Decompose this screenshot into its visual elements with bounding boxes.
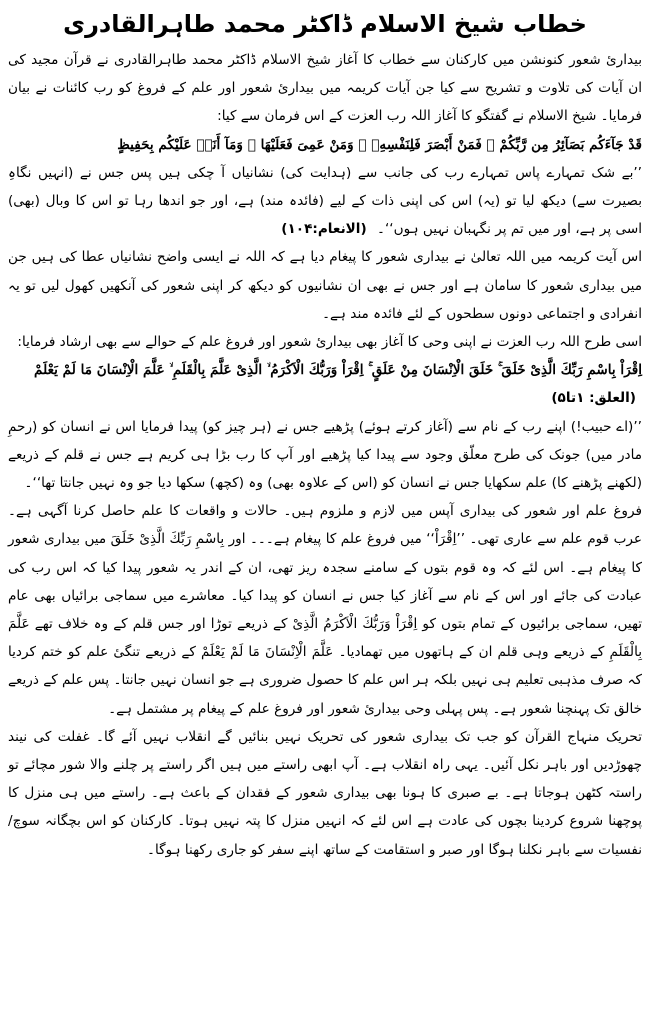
- verse-translation-anam: [8, 159, 642, 244]
- verse-text-alaq: اِقْرَاْ بِاسْمِ رَبِّكَ الَّذِىْ خَلَقَ ۚ خَلَقَ الْاِنْسَانَ مِنْ عَلَقٍ ۚ اِقْرَاْ وَرَبُّكَ الْاَكْرَمُ ۙ الَّذِىْ عَلَّمَ بِالْقَلَمِ ۙ عَلَّمَ الْاِنْسَانَ مَا لَمْ يَعْلَمْ: [34, 362, 642, 379]
- quran-verse-anam: قَدْ جَآءَكُم بَصَآئِرُ مِن رَّبِّكُمْ ۖ فَمَنْ أَبْصَرَ فَلِنَفْسِهِۦ ۖ وَمَنْ عَمِىَ فَعَلَيْهَا ۚ وَمَآ أَنَا۠ عَلَيْكُم بِحَفِيظٍ: [117, 136, 642, 153]
- intro-paragraph: بیداریٔ شعور کنونشن میں کارکنان سے خطاب کا آغاز شیخ الاسلام ڈاکٹر محمد طاہرالقادری نے قرآن مجید کی ان آیات کی تلاوت و تشریح سے کیا جن آیات کریمہ میں بیداریٔ شعور اور علم کے فروغ کو رب کائنات نے بیان فرمایا۔ شیخ الاسلام نے گفتگو کا آغاز اللہ رب العزت کے اس فرمان سے کیا:: [8, 52, 642, 125]
- verse-reference-alaq: (العلق: ۱تا۵): [551, 390, 636, 407]
- knowledge-awareness-paragraph: فروغ علم اور شعور کی بیداری آپس میں لازم و ملزوم ہیں۔ حالات و واقعات کا علم حاصل کرنا آگہی ہے۔ عرب قوم علم سے عاری تھی۔ ’’اِقْرَاْ‘‘ میں فروغ علم کا پیغام ہے۔۔۔ اور بِاسْمِ رَبِّكَ الَّذِىْ خَلَقَ میں بیداری شعور کا پیغام ہے۔ اس لئے کہ وہ قوم بتوں کے سامنے سجدہ ریز تھی، ان کے اندر یہ شعور پیدا کیا کہ اس رب کی عبادت کی جائے اور اس کے نام سے آغاز کیا جس نے انسان کو پیدا کیا۔ معاشرے میں سماجی برائیاں بھی عام تھیں، سماجی برائیوں کے تمام بتوں کو اِقْرَاْ وَرَبُّكَ الْاَكْرَمُ الَّذِىْ کے ذریعے توڑا اور جس قلم کے وہ خلاف تھے عَلَّمَ بِالْقَلَمِ کے ذریعے وہی قلم ان کے ہاتھوں میں تھمادیا۔ عَلَّمَ الْاِنْسَانَ مَا لَمْ يَعْلَمْ کے ذریعے تنگیٔ علم کو ختم کردیا کہ صرف مذہبی تعلیم ہی نہیں بلکہ ہر اس علم کا حصول ضروری ہے جو انسان نہیں جانتا۔ پس علم کے ذریعے خالق تک پہنچنا شعور ہے۔ پس پہلی وحی بیداریٔ شعور اور فروغ علم کے پیغام پر مشتمل ہے۔: [8, 503, 642, 717]
- translation-text: ’’بے شک تمہارے پاس تمہارے رب کی جانب سے (ہدایت کی) نشانیاں آ چکی ہیں پس جس نے (انہیں نگاہِ بصیرت سے) دیکھ لیا تو (یہ) اس کی اپنی ذات کے لیے (فائدہ مند) ہے، اور جو اندھا رہا تو اس کا وبال (بھی) اسی پر ہے، اور میں تم پر نگہبان نہیں ہوں‘‘۔: [8, 164, 642, 238]
- quran-verse-alaq: [8, 356, 642, 412]
- article-title: خطاب شیخ الاسلام ڈاکٹر محمد طاہرالقادری: [63, 10, 587, 38]
- verse-translation-alaq: ’’(اے حبیب!) اپنے رب کے نام سے (آغاز کرتے ہوئے) پڑھیے جس نے (ہر چیز کو) پیدا فرمایا اس نے انسان کو (رحمِ مادر میں) جونک کی طرح معلّق وجود سے پیدا کیا پڑھیے اور آپ کا رب بڑا ہی کریم ہے جس نے قلم کے ذریعے (لکھنے پڑھنے کا) علم سکھایا جس نے انسان کو (اس کے علاوہ بھی) وہ (کچھ) سکھا دیا جو وہ نہیں جانتا تھا‘‘۔: [8, 418, 642, 492]
- article: [8, 6, 642, 1006]
- movement-paragraph: تحریک منہاج القرآن کو جب تک بیداری شعور کی تحریک نہیں بنائیں گے انقلاب نہیں آئے گا۔ غفلت کی نیند چھوڑدیں اور باہر نکل آئیں۔ یہی راہ انقلاب ہے۔ آپ ابھی راستے میں ہیں اگر راستے پر چلنے والا شور مچائے تو راستہ کٹھن ہوجاتا ہے۔ بے صبری کا ہونا بھی بیداری شعور کے فقدان کے باعث ہے۔ راستے میں ہی منزل کا پوچھنا شروع کردینا بچوں کی عادت ہے اس لئے کہ انہیں منزل کا پتہ نہیں ہوتا۔ کارکنان کو اس بچگانہ سوچ/ نفسیات سے باہر نکلنا ہوگا اور صبر و استقامت کے ساتھ اپنے سفر کو جاری رکھنا ہوگا۔: [8, 728, 642, 858]
- explanation-paragraph: اس آیت کریمہ میں اللہ تعالیٰ نے بیداری شعور کا پیغام دیا ہے کہ اللہ نے ایسی واضح نشانیاں عطا کی ہیں جن میں بیداری شعور کا سامان ہے اور جس نے بھی ان نشانیوں کو دیکھ کر اپنی شعور کی آنکھیں کھول لیں تو یہ انفرادی و اجتماعی دونوں سطحوں کے لئے فائدہ مند ہے۔: [8, 249, 642, 322]
- wahi-intro-paragraph: اسی طرح اللہ رب العزت نے اپنی وحی کا آغاز بھی بیداریٔ شعور اور فروغ علم کے حوالے سے بھی ارشاد فرمایا:: [17, 334, 642, 351]
- verse-reference-anam: (الانعام:۱۰۴): [281, 221, 367, 238]
